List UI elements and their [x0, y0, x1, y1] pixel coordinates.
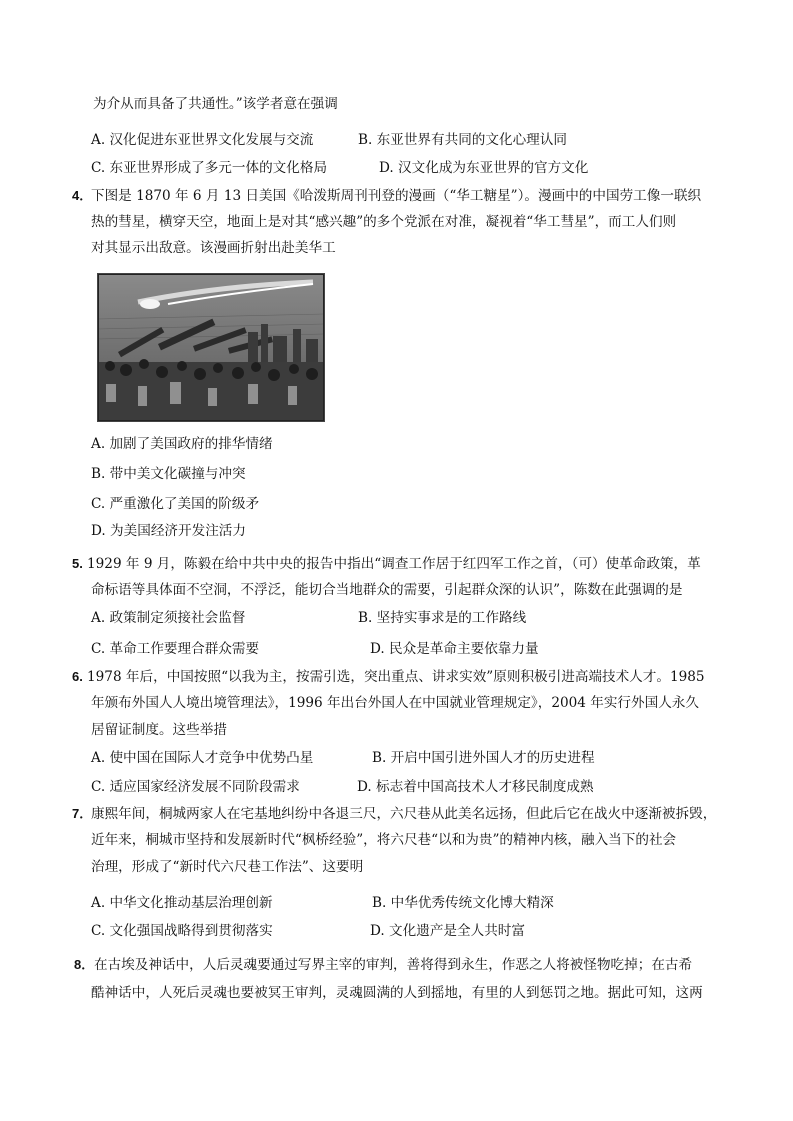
- q5-option-c[interactable]: C. 革命工作要理合群众需要: [91, 641, 260, 657]
- q8-number: 8．: [74, 957, 95, 972]
- cartoon-drawing: [98, 274, 324, 421]
- q4-stem-line-3: 对其显示出敌意。该漫画折射出赴美华工: [91, 240, 336, 256]
- q7-stem-line-2: 近年来，桐城市坚持和发展新时代“枫桥经验”，将六尺巷“以和为贵”的精神内核，融入当下的社会: [91, 832, 677, 848]
- q4-stem-line-1: 下图是 1870 年 6 月 13 日美国《哈泼斯周刊刊登的漫画（“华工糖星”）。漫画中的中国劳工像一联织: [91, 188, 702, 204]
- q5-option-a[interactable]: A. 政策制定须接社会监督: [91, 610, 246, 626]
- q8-stem-line-1: 在古埃及神话中，人后灵魂要通过写界主宰的审判，善将得到永生，作恶之人将被怪物吃掉；在古希: [94, 957, 693, 973]
- q7-number: 7．: [72, 806, 93, 821]
- q5-number: 5.: [72, 556, 83, 571]
- q7-option-a[interactable]: A. 中华文化推动基层治理创新: [91, 895, 273, 911]
- q7-option-b[interactable]: B. 中华优秀传统文化博大精深: [372, 895, 554, 911]
- q4-number: 4．: [72, 188, 93, 203]
- q4-option-c[interactable]: C. 严重激化了美国的阶级矛: [91, 496, 260, 512]
- q3-option-d[interactable]: D. 汉文化成为东亚世界的官方文化: [379, 160, 589, 176]
- q7-stem-line-3: 治理，形成了“新时代六尺巷工作法”、这要明: [91, 859, 364, 875]
- q7-stem-line-1: 康熙年间，桐城两家人在宅基地纠纷中各退三尺，六尺巷从此美名远扬，但此后它在战火中逐渐被拆毁，: [91, 806, 717, 822]
- q5-option-d[interactable]: D. 民众是革命主要依靠力量: [370, 641, 539, 657]
- cartoon-image: [97, 273, 325, 422]
- q5-stem-line-2: 命标语等具体面不空洞，不浮泛，能切合当地群众的需要，引起群众深的认识”，陈数在此强调的是: [91, 582, 683, 598]
- q4-option-b[interactable]: B. 带中美文化碳撞与冲突: [91, 466, 246, 482]
- q4-option-a[interactable]: A. 加剧了美国政府的排华情绪: [91, 436, 273, 452]
- q5-stem-line-1: 1929 年 9 月，陈毅在给中共中央的报告中指出“调查工作居于红四军工作之首，（可）使革命政策，革: [87, 556, 701, 572]
- q6-option-b[interactable]: B. 开启中国引进外国人才的历史进程: [372, 750, 595, 766]
- q3-option-a[interactable]: A. 汉化促进东亚世界文化发展与交流: [91, 132, 314, 148]
- q6-option-a[interactable]: A. 使中国在国际人才竞争中优势凸星: [91, 750, 314, 766]
- q6-stem-line-1: 1978 年后，中国按照“以我为主，按需引选，突出重点、讲求实效”原则积极引进高端技术人才。1985: [87, 669, 705, 685]
- q6-option-d[interactable]: D. 标志着中国高技术人才移民制度成熟: [357, 779, 594, 795]
- q7-option-c[interactable]: C. 文化强国战略得到贯彻落实: [91, 923, 273, 939]
- q6-stem-line-2: 年颁布外国人人境出境管理法》，1996 年出台外国人在中国就业管理规定》，2004 年实行外国人永久: [91, 695, 699, 711]
- q5-option-b[interactable]: B. 坚持实事求是的工作路线: [358, 610, 527, 626]
- q6-option-c[interactable]: C. 适应国家经济发展不同阶段需求: [91, 779, 300, 795]
- q3-option-c[interactable]: C. 东亚世界形成了多元一体的文化格局: [91, 160, 328, 176]
- q8-stem-line-2: 酷神话中，人死后灵魂也要被冥王审判，灵魂圆满的人到摇地，有里的人到惩罚之地。据此可知，这两: [91, 985, 703, 1001]
- q4-stem-line-2: 热的彗星，横穿天空，地面上是对其“感兴趣”的多个党派在对准，凝视着“华工彗星”，而工人们则: [91, 214, 677, 230]
- q7-option-d[interactable]: D. 文化遗产是全人共时富: [370, 923, 525, 939]
- q6-number: 6.: [72, 669, 83, 684]
- q3-stem-tail: 为介从而具备了共通性。”该学者意在强调: [93, 96, 338, 112]
- q4-option-d[interactable]: D. 为美国经济开发注活力: [91, 523, 246, 539]
- q6-stem-line-3: 居留证制度。这些举措: [91, 722, 227, 738]
- q3-option-b[interactable]: B. 东亚世界有共同的文化心理认同: [358, 132, 567, 148]
